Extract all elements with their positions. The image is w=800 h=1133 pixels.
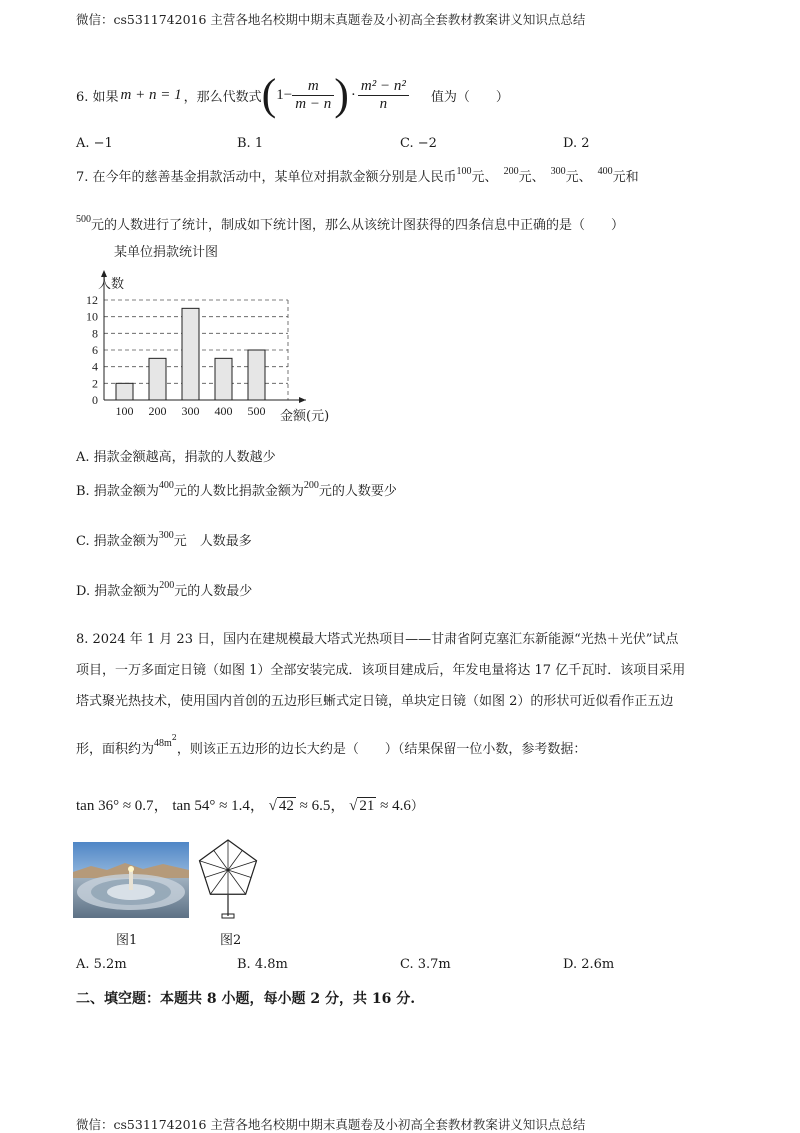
solar-field-image xyxy=(73,842,189,918)
question-7-line2 xyxy=(76,214,624,233)
q7-intro: 7. 在今年的慈善基金捐款活动中，某单位对捐款金额分别是人民币 xyxy=(76,170,457,185)
left-paren: ( xyxy=(261,70,277,119)
q8-line1: 8. 2024 年 1 月 23 日，国内在建规模最大塔式光热项目——甘肃省阿克塞汇东新能源“光热＋光伏”试点 xyxy=(76,632,679,647)
q7-amt-100: 100 xyxy=(456,166,472,177)
y-tick-label: 12 xyxy=(86,293,98,307)
q8-ref-sqrt42: 42 xyxy=(278,798,294,814)
q8-line3: 塔式聚光热技术，使用国内首创的五边形巨蜥式定日镜，单块定日镜（如图 2）的形状可近似看作正五边 xyxy=(76,694,674,709)
q6-option-b[interactable]: B. 1 xyxy=(237,136,264,151)
x-tick-label: 300 xyxy=(181,404,200,418)
q8-option-d[interactable]: D. 2.6m xyxy=(563,957,615,972)
q8-line4-b: ，则该正五边形的边长大约是（ ）（结果保留一位小数，参考数据： xyxy=(176,742,587,757)
q6-one: 1− xyxy=(276,86,293,103)
bar xyxy=(182,308,199,400)
chart-title: 某单位捐款统计图 xyxy=(114,245,219,260)
bar xyxy=(116,383,133,400)
pentagon-spoke xyxy=(228,870,246,894)
q6-frac2 xyxy=(358,78,409,113)
sqrt-sign: √ xyxy=(349,798,358,814)
bar xyxy=(248,350,265,400)
q6-option-d[interactable]: D. 2 xyxy=(563,136,590,151)
chart-svg xyxy=(76,238,336,428)
figure-2-caption: 图2 xyxy=(220,933,242,948)
q6-frac1-den: m − n xyxy=(295,95,332,112)
question-6 xyxy=(76,60,509,130)
q7-c-val: 300 xyxy=(158,530,174,541)
q6-frac1 xyxy=(292,78,334,113)
q8-area-sup: 2 xyxy=(171,733,177,742)
q8-option-c[interactable]: C. 3.7m xyxy=(400,957,451,972)
bar xyxy=(149,358,166,400)
x-tick-label: 500 xyxy=(247,404,266,418)
q7-amt-200: 200 xyxy=(503,166,519,177)
y-axis-arrow xyxy=(101,270,107,277)
figure-1-photo xyxy=(73,842,189,918)
y-tick-label: 4 xyxy=(92,359,98,374)
q7-d-part1: D. 捐款金额为 xyxy=(76,584,160,599)
q6-condition: m + n = 1 xyxy=(120,86,182,103)
pentagon-spoke xyxy=(210,870,228,894)
q7-b-val1: 400 xyxy=(158,480,174,491)
q7-c-part1: C. 捐款金额为 xyxy=(76,534,159,549)
y-tick-label: 8 xyxy=(92,326,98,341)
page-footer: 微信：cs5311742016 主营各地名校期中期末真题卷及小初高全套教材教案讲义知识点总结 xyxy=(76,1117,586,1132)
q8-area: 48m xyxy=(154,738,172,749)
q8-ref-sqrt42-val: ≈ 6.5 xyxy=(295,798,331,814)
right-paren: ) xyxy=(334,70,349,119)
q7-d-val: 200 xyxy=(159,580,175,591)
bar xyxy=(215,358,232,400)
q6-option-a[interactable]: A. −1 xyxy=(76,136,113,151)
q6-frac1-num: m xyxy=(292,78,334,96)
q7-yuan: 元、 xyxy=(471,170,498,185)
q8-ref-sqrt21: 21 xyxy=(359,798,375,814)
figure-2-pentagon xyxy=(196,836,260,922)
q6-number: 6. 如果 xyxy=(76,89,119,105)
q6-tail: 值为（ ） xyxy=(430,89,509,105)
q8-reference: tan 36° ≈ 0.7， tan 54° ≈ 1.4， √ 42 ≈ 6.5， √ 21 ≈ 4.6） xyxy=(76,798,424,814)
q7-yuan: 元、 xyxy=(518,170,545,185)
pentagon-spoke xyxy=(205,870,228,878)
q7-b-part3: 元的人数要少 xyxy=(318,484,397,499)
pentagon-spoke xyxy=(228,861,257,870)
y-tick-label: 0 xyxy=(92,393,98,407)
q6-frac2-den: n xyxy=(379,95,388,112)
q7-amt-500: 500 xyxy=(76,214,91,225)
q7-amt-300: 300 xyxy=(550,166,566,177)
q7-b-part2: 元的人数比捐款金额为 xyxy=(173,484,304,499)
x-axis-arrow xyxy=(299,397,306,403)
q8-ref-close: ） xyxy=(410,798,424,813)
q8-option-b[interactable]: B. 4.8m xyxy=(237,957,288,972)
x-tick-label: 200 xyxy=(148,404,167,418)
q7-b-val2: 200 xyxy=(303,480,319,491)
x-tick-label: 400 xyxy=(214,404,233,418)
q7-option-b[interactable] xyxy=(76,480,397,499)
q8-line4-a: 形，面积约为 xyxy=(76,742,155,757)
q6-frac2-num: m² − n² xyxy=(358,78,409,96)
dot-operator: · xyxy=(350,86,356,103)
x-tick-label: 100 xyxy=(115,404,134,418)
q7-b-part1: B. 捐款金额为 xyxy=(76,484,159,499)
q8-ref-sqrt21-val: ≈ 4.6 xyxy=(376,798,411,814)
q7-option-d[interactable] xyxy=(76,580,252,599)
page-header: 微信：cs5311742016 主营各地名校期中期末真题卷及小初高全套教材教案讲义知识点总结 xyxy=(76,12,586,27)
pentagon-mirror-diagram xyxy=(196,836,260,922)
q8-ref-tan36: tan 36° ≈ 0.7 xyxy=(76,798,154,814)
q7-c-part2: 元 人数最多 xyxy=(173,534,252,549)
q7-option-a[interactable]: A. 捐款金额越高，捐款的人数越少 xyxy=(76,450,276,465)
donation-chart xyxy=(76,238,336,432)
section-2-title: 二、填空题：本题共 8 小题，每小题 2 分，共 16 分. xyxy=(76,991,416,1007)
y-tick-label: 6 xyxy=(92,343,98,357)
y-tick-label: 2 xyxy=(92,376,98,391)
q6-mid: ，那么代数式 xyxy=(183,89,262,105)
pentagon-spoke xyxy=(228,850,242,870)
q7-yuan-and: 元和 xyxy=(612,170,639,185)
y-axis-label: 人数 xyxy=(98,277,125,292)
x-axis-label: 金额(元) xyxy=(280,409,330,424)
pentagon-spoke xyxy=(214,850,228,870)
q7-amt-400: 400 xyxy=(597,166,613,177)
q7-d-part2: 元的人数最少 xyxy=(174,584,253,599)
q8-option-a[interactable]: A. 5.2m xyxy=(76,957,127,972)
q6-option-c[interactable]: C. −2 xyxy=(400,136,437,151)
figure-1-caption: 图1 xyxy=(116,933,138,948)
q8-line4 xyxy=(76,733,587,757)
q8-line2: 项目，一万多面定日镜（如图 1）全部安装完成．该项目建成后，年发电量将达 17 亿千瓦时．该项目采用 xyxy=(76,663,686,678)
q8-ref-tan54: tan 54° ≈ 1.4 xyxy=(172,798,250,814)
y-tick-label: 10 xyxy=(86,309,98,324)
pentagon-spoke xyxy=(228,870,251,878)
pentagon-spoke xyxy=(199,861,228,870)
q7-yuan: 元、 xyxy=(565,170,592,185)
q7-line2-text: 元的人数进行了统计，制成如下统计图，那么从该统计图获得的四条信息中正确的是（ ） xyxy=(91,218,625,233)
sqrt-sign: √ xyxy=(268,798,277,814)
question-7-line1 xyxy=(76,166,639,185)
q7-option-c[interactable] xyxy=(76,530,252,549)
